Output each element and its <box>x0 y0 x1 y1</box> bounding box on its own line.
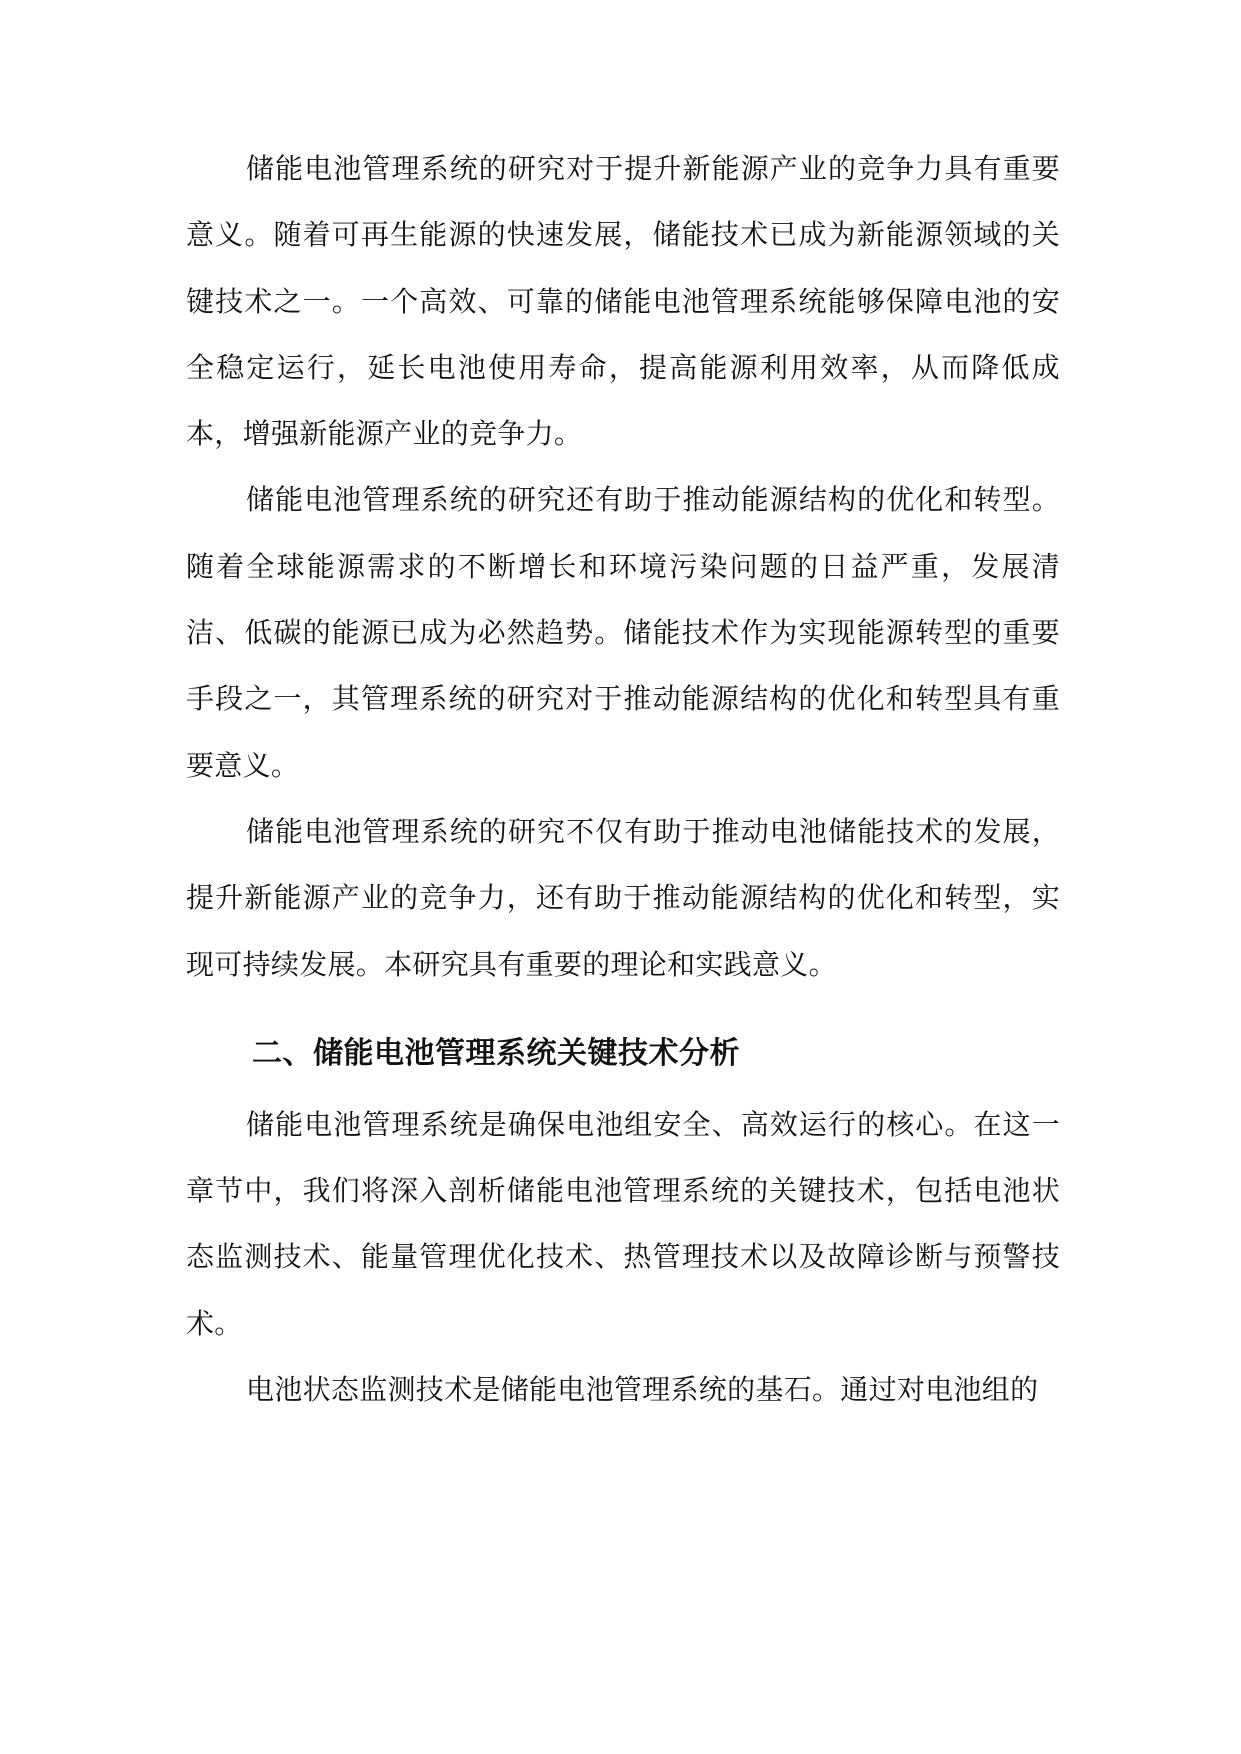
paragraph-state-monitoring: 电池状态监测技术是储能电池管理系统的基石。通过对电池组的 <box>246 1373 1039 1407</box>
document-body <box>186 136 1060 1423</box>
paragraph-significance: 储能电池管理系统的研究不仅有助于推动电池储能技术的发展，提升新能源产业的竞争力，还有助于推动能源结构的优化和转型，实现可持续发展。本研究具有重要的理论和实践意义。 <box>186 814 1060 981</box>
paragraph-chapter-intro: 储能电池管理系统是确保电池组安全、高效运行的核心。在这一章节中，我们将深入剖析储能电池管理系统的关键技术，包括电池状态监测技术、能量管理优化技术、热管理技术以及故障诊断与预警技术。 <box>186 1107 1060 1340</box>
paragraph-energy-structure: 储能电池管理系统的研究还有助于推动能源结构的优化和转型。随着全球能源需求的不断增长和环境污染问题的日益严重，发展清洁、低碳的能源已成为必然趋势。储能技术作为实现能源转型的重要手段之一，其管理系统的研究对于推动能源结构的优化和转型具有重要意义。 <box>186 483 1060 782</box>
section-heading: 二、储能电池管理系统关键技术分析 <box>252 1035 740 1071</box>
paragraph-competitiveness: 储能电池管理系统的研究对于提升新能源产业的竞争力具有重要意义。随着可再生能源的快速发展，储能技术已成为新能源领域的关键技术之一。一个高效、可靠的储能电池管理系统能够保障电池的安全稳定运行，延长电池使用寿命，提高能源利用效率，从而降低成本，增强新能源产业的竞争力。 <box>186 152 1060 451</box>
